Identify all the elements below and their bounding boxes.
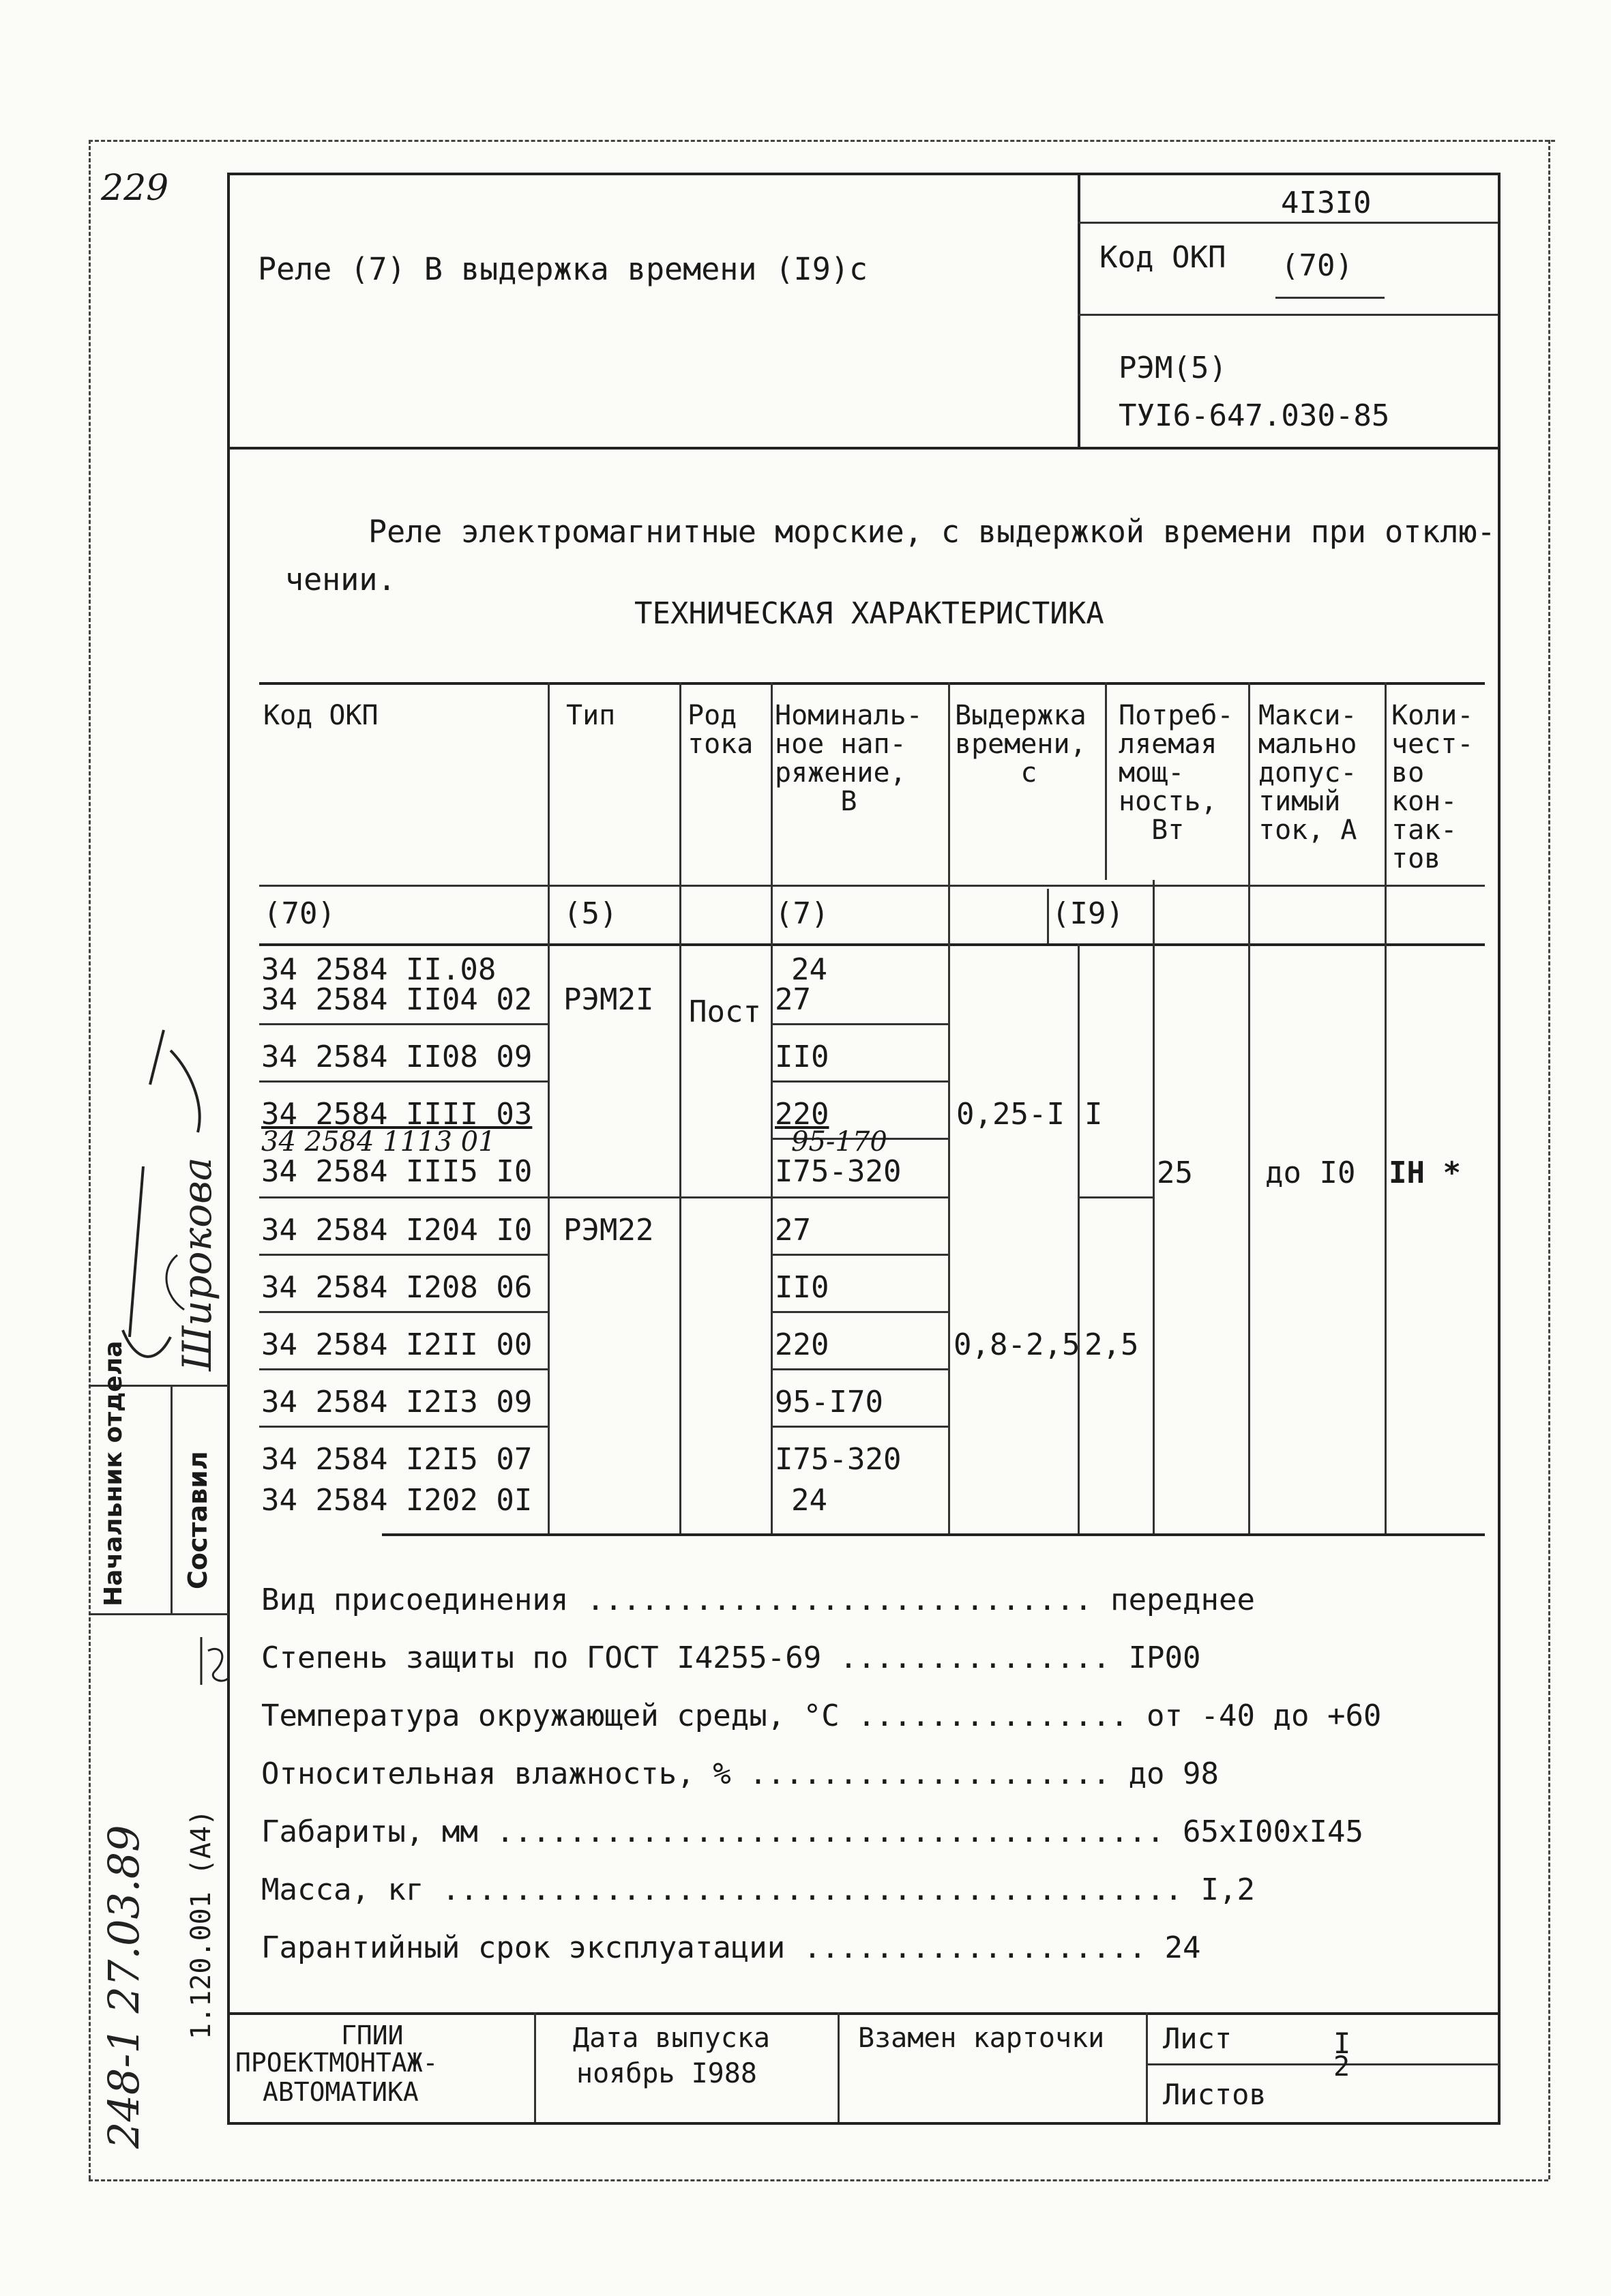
spec-item: Гарантийный срок эксплуатации ................... 24: [261, 1930, 1201, 1965]
spec-item: Вид присоединения ............................ переднее: [261, 1583, 1255, 1617]
voltage-cell: 95-I70: [775, 1385, 883, 1419]
sheets-label: Листов: [1163, 2078, 1267, 2111]
composer-label: Составил: [183, 1451, 213, 1589]
voltage-cell: II0: [775, 1040, 829, 1074]
voltage-cell: 220: [775, 1327, 829, 1362]
org-line-2: ПРОЕКТМОНТАЖ-: [235, 2048, 439, 2078]
th-current: Род тока: [688, 700, 754, 760]
col-line-6: [1248, 682, 1250, 1533]
header-divider: [1078, 173, 1080, 449]
code-type: (5): [563, 896, 618, 931]
table-row-okp: 34 2584 II.08: [261, 952, 497, 987]
col-line-7: [1385, 682, 1387, 1533]
handwritten-ref: 248-1 27.03.89: [99, 1825, 149, 2149]
voltage-cell-handwritten: 95-170: [791, 1126, 887, 1158]
tech-heading: ТЕХНИЧЕСКАЯ ХАРАКТЕРИСТИКА: [634, 596, 1104, 631]
sheet-value: I: [1333, 2027, 1351, 2060]
row-sep: [259, 1080, 548, 1083]
table-row-okp: 34 2584 IIII 03: [261, 1097, 533, 1132]
th-delay: Выдержка времени, с: [955, 700, 1087, 789]
table-row-okp: 34 2584 III5 I0: [261, 1154, 533, 1189]
code-delay: (I9): [1052, 896, 1124, 931]
delay-code-bracket: [1047, 889, 1049, 943]
table-row-okp-handwritten: 34 2584 1113 01: [261, 1126, 496, 1158]
card-title: Реле (7) В выдержка времени (I9)с: [258, 251, 868, 287]
max-current-value: до I0: [1265, 1156, 1356, 1190]
th-voltage: Номиналь- ное нап- ряжение, В: [775, 700, 923, 817]
contacts-value: IН *: [1389, 1156, 1461, 1190]
table-code-line: [259, 943, 1485, 946]
col-line-5b: [1153, 880, 1155, 1533]
col-line-4: [948, 682, 950, 1533]
outer-frame-top: [89, 140, 1555, 142]
row-sep-voltage: [771, 1368, 949, 1370]
th-max-current: Макси- мально допус- тимый ток, А: [1258, 700, 1357, 846]
outer-frame-left: [89, 140, 91, 2179]
voltage-cell: 24: [791, 952, 827, 987]
row-sep-voltage: [771, 1254, 949, 1256]
voltage-cell: 24: [791, 1483, 827, 1518]
row-sep-delay: [1078, 1196, 1154, 1198]
current-value: Пост: [689, 995, 761, 1029]
table-row-okp: 34 2584 I2I5 07: [261, 1442, 533, 1477]
footer-top-line: [227, 2012, 1501, 2015]
row-sep: [259, 1368, 548, 1370]
th-okp: Код ОКП: [263, 700, 379, 731]
sheet-label: Лист: [1163, 2022, 1232, 2055]
spec-item: Относительная влажность, % .................... до 98: [261, 1756, 1220, 1791]
replace-label: Взамен карточки: [858, 2022, 1105, 2054]
delay-group-1-extra: I: [1084, 1097, 1103, 1132]
table-header-line: [259, 885, 1485, 887]
voltage-cell: II0: [775, 1270, 829, 1305]
table-row-okp: 34 2584 II08 09: [261, 1040, 533, 1074]
signature-name: Широкова: [174, 1157, 220, 1371]
footer-col-1: [534, 2012, 536, 2122]
spec-item: Температура окружающей среды, °С ............... от -40 до +60: [261, 1698, 1382, 1733]
doc-ref: 1.120.001 (А4): [186, 1809, 217, 2040]
table-row-okp: 34 2584 II04 02: [261, 982, 533, 1017]
col-line-3: [771, 682, 773, 1533]
th-type: Тип: [566, 700, 616, 731]
okp-underline: [1275, 297, 1385, 299]
code-okp: (70): [263, 896, 336, 931]
voltage-cell: I75-320: [775, 1154, 902, 1189]
col-line-1: [548, 682, 550, 1533]
table-row-okp: 34 2584 I2II 00: [261, 1327, 533, 1362]
card-right-border: [1498, 173, 1501, 2123]
intro-line-2: чении.: [285, 561, 396, 598]
signature-scribble-icon: [102, 1010, 239, 1392]
voltage-cell: 220: [775, 1097, 829, 1132]
delay-group-1: 0,25-I: [956, 1097, 1065, 1132]
intro-line-1: Реле электромагнитные морские, с выдержкой времени при отклю-: [368, 514, 1496, 550]
type-rem22: РЭМ22: [563, 1213, 654, 1248]
table-row-okp: 34 2584 I2I3 09: [261, 1385, 533, 1419]
footer-col-3: [1146, 2012, 1148, 2122]
voltage-cell: 27: [775, 982, 811, 1017]
card-bottom-border: [227, 2122, 1501, 2125]
org-line-1: ГПИИ: [341, 2020, 404, 2050]
okp-value: (70): [1281, 248, 1353, 283]
table-row-okp: 34 2584 I202 0I: [261, 1483, 533, 1518]
okp-label: Код ОКП: [1099, 240, 1226, 275]
okp-line: [1078, 314, 1498, 316]
delay-subcol-line: [1078, 943, 1080, 1533]
spec-item: Степень защиты по ГОСТ I4255-69 ............... IP00: [261, 1640, 1201, 1675]
table-row-okp: 34 2584 I208 06: [261, 1270, 533, 1305]
tu-line: ТУI6-647.030-85: [1119, 398, 1390, 433]
initials-scribble-icon: [194, 1630, 235, 1692]
outer-frame-bottom: [89, 2179, 1548, 2181]
head-label: Начальник отдела: [100, 1340, 128, 1606]
col-line-2: [679, 682, 681, 1533]
card-top-border: [227, 173, 1499, 175]
row-sep-voltage: [771, 1426, 949, 1428]
spec-item: Габариты, мм ..................................... 65хI00хI45: [261, 1814, 1363, 1849]
delay-group-2: 0,8-2,5: [954, 1327, 1080, 1362]
row-sep: [259, 1023, 548, 1025]
date-label: Дата выпуска: [573, 2022, 770, 2054]
row-sep-voltage: [771, 1023, 949, 1025]
table-row-okp: 34 2584 I204 I0: [261, 1213, 533, 1248]
voltage-cell: 27: [775, 1213, 811, 1248]
th-power: Потреб- ляемая мощ- ность, Вт: [1119, 700, 1234, 846]
power-value: 25: [1157, 1156, 1193, 1190]
page-number: 229: [101, 168, 169, 209]
type-line: РЭМ(5): [1119, 351, 1227, 385]
row-sep-voltage: [771, 1080, 949, 1083]
row-sep: [259, 1254, 548, 1256]
th-contacts: Коли- чест- во кон- так- тов: [1391, 700, 1474, 874]
row-sep: [259, 1311, 548, 1313]
class-code: 4I3I0: [1281, 186, 1372, 220]
col-line-5a: [1105, 682, 1107, 880]
row-sep: [259, 1426, 548, 1428]
footer-sheet-line: [1146, 2063, 1499, 2065]
type-rem21: РЭМ2I: [563, 982, 654, 1017]
footer-col-2: [838, 2012, 840, 2122]
spec-item: Масса, кг ......................................... I,2: [261, 1872, 1256, 1907]
row-sep-voltage: [771, 1311, 949, 1313]
org-line-3: АВТОМАТИКА: [263, 2077, 419, 2107]
code-voltage: (7): [775, 896, 829, 931]
voltage-cell: I75-320: [775, 1442, 902, 1477]
side-stamp-divider: [171, 1385, 173, 1613]
date-value: ноябрь I988: [576, 2058, 757, 2089]
outer-frame-right: [1548, 140, 1550, 2179]
table-bottom-line: [382, 1533, 1485, 1536]
side-stamp-bottom: [89, 1613, 228, 1615]
sheets-value: 2: [1333, 2051, 1350, 2082]
table-top-line: [259, 682, 1485, 685]
delay-group-2-extra: 2,5: [1084, 1327, 1139, 1362]
header-bottom-line: [227, 447, 1499, 450]
row-sep: [259, 1196, 949, 1198]
class-code-line: [1078, 222, 1498, 224]
